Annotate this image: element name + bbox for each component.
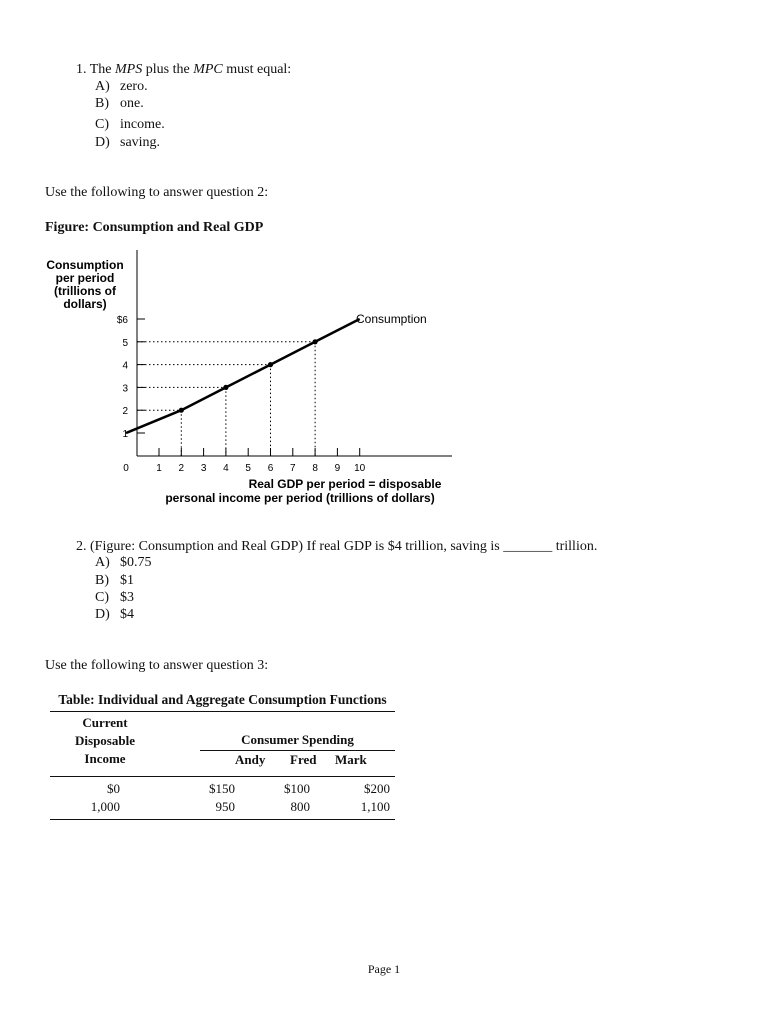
y-tick-label: 5 — [122, 337, 128, 349]
y-axis-label-line-1: Consumption — [46, 258, 124, 272]
y-tick-label: $6 — [116, 315, 128, 326]
mps-term: MPS — [115, 62, 143, 77]
q1-choice-b — [95, 96, 144, 112]
table-header-rule — [50, 776, 395, 777]
choice-text: income. — [120, 117, 165, 132]
income-header-line: Disposable — [75, 733, 135, 748]
x-tick-label: 9 — [334, 463, 341, 474]
x-axis-label-line-1: Real GDP per period = disposable — [248, 477, 442, 491]
x-tick-label: 3 — [200, 463, 207, 474]
x-tick-label: 8 — [312, 463, 318, 474]
x-tick-label: 1 — [156, 463, 162, 474]
q1-choice-d — [95, 135, 160, 151]
x-tick-label: 7 — [290, 463, 296, 474]
income-header-line: Income — [84, 751, 126, 766]
choice-letter: A) — [95, 555, 110, 570]
choice-letter: C) — [95, 117, 109, 132]
table-bottom-rule — [50, 819, 395, 820]
intro-question-3: Use the following to answer question 3: — [45, 658, 269, 673]
consumption-table — [50, 692, 395, 820]
data-point — [268, 362, 273, 367]
table-row — [50, 781, 395, 799]
choice-letter: A) — [95, 79, 110, 94]
y-tick-label: 1 — [122, 429, 128, 440]
y-tick-label: 4 — [122, 360, 128, 372]
x-tick-label: 4 — [223, 463, 229, 474]
table-cell-mark: 1,100 — [360, 799, 390, 814]
stem-text: plus the — [142, 62, 194, 77]
data-point — [179, 408, 184, 413]
table-cell-income: 1,000 — [90, 799, 120, 814]
choice-letter: D) — [95, 135, 110, 150]
choice-letter: B) — [95, 96, 109, 111]
income-header-line: Current — [82, 715, 128, 730]
column-header-andy: Andy — [235, 752, 266, 767]
q1-choice-a — [95, 79, 148, 95]
consumption-line — [126, 319, 360, 433]
table-cell-andy: $150 — [209, 781, 235, 796]
choice-text: zero. — [120, 79, 148, 94]
guide-lines — [137, 342, 315, 456]
q2-choice-a — [95, 555, 152, 571]
choice-text: one. — [120, 96, 144, 111]
stem-text: must equal: — [222, 62, 292, 77]
data-point — [313, 339, 318, 344]
question-number: 2. — [76, 539, 87, 554]
q2-choice-c — [95, 590, 134, 606]
choice-text: $1 — [120, 573, 134, 588]
question-1-stem — [76, 62, 291, 78]
table-cell-fred: $100 — [284, 781, 310, 796]
table-title: Table: Individual and Aggregate Consumption Functions — [58, 692, 387, 707]
q2-choice-d — [95, 607, 134, 623]
intro-question-2: Use the following to answer question 2: — [45, 185, 269, 200]
question-number: 1. — [76, 62, 87, 77]
y-ticks — [117, 315, 145, 440]
group-header-rule — [200, 750, 395, 751]
stem-text: (Figure: Consumption and Real GDP) If real GDP is $4 trillion, saving is _______ trillion. — [90, 539, 598, 554]
income-header — [50, 714, 160, 768]
x-tick-label: 10 — [354, 463, 366, 474]
consumption-chart — [40, 246, 470, 512]
x-tick-label: 6 — [267, 463, 274, 474]
y-axis-label-line-3: (trillions of — [54, 284, 116, 298]
x-tick-label: 2 — [178, 463, 185, 474]
choice-letter: C) — [95, 590, 109, 605]
table-cell-mark: $200 — [364, 781, 390, 796]
y-tick-label: 2 — [122, 406, 128, 418]
table-cell-income: $0 — [107, 781, 120, 796]
q1-choice-c — [95, 117, 165, 133]
consumer-spending-header: Consumer Spending — [241, 732, 354, 747]
mpc-term: MPC — [193, 62, 223, 77]
table-cell-andy: 950 — [215, 799, 235, 814]
x-axis-label-line-2: personal income per period (trillions of dollars) — [165, 491, 435, 505]
question-2-stem — [76, 539, 597, 555]
series-label-consumption: Consumption — [356, 312, 427, 326]
column-header-mark: Mark — [335, 752, 367, 767]
y-axis-label-line-4: dollars) — [63, 297, 107, 311]
x-tick-label: 0 — [123, 463, 129, 474]
y-axis-label-line-2: per period — [55, 271, 115, 285]
series-lines — [126, 319, 360, 433]
q2-choice-b — [95, 573, 134, 589]
column-header-fred: Fred — [290, 752, 317, 767]
figure-title: Figure: Consumption and Real GDP — [45, 220, 264, 235]
choice-text: $3 — [120, 590, 134, 605]
page-number: Page 1 — [367, 962, 401, 976]
x-tick-label: 5 — [245, 463, 251, 474]
data-point — [223, 385, 228, 390]
choice-letter: B) — [95, 573, 109, 588]
choice-text: $4 — [120, 607, 134, 622]
table-cell-fred: 800 — [290, 799, 310, 814]
y-tick-label: 3 — [122, 383, 128, 395]
choice-text: saving. — [120, 135, 161, 150]
choice-letter: D) — [95, 607, 110, 622]
table-row — [50, 799, 395, 817]
choice-text: $0.75 — [120, 555, 152, 570]
stem-text: The — [89, 62, 116, 77]
table-header — [50, 712, 395, 770]
x-ticks — [123, 448, 365, 474]
